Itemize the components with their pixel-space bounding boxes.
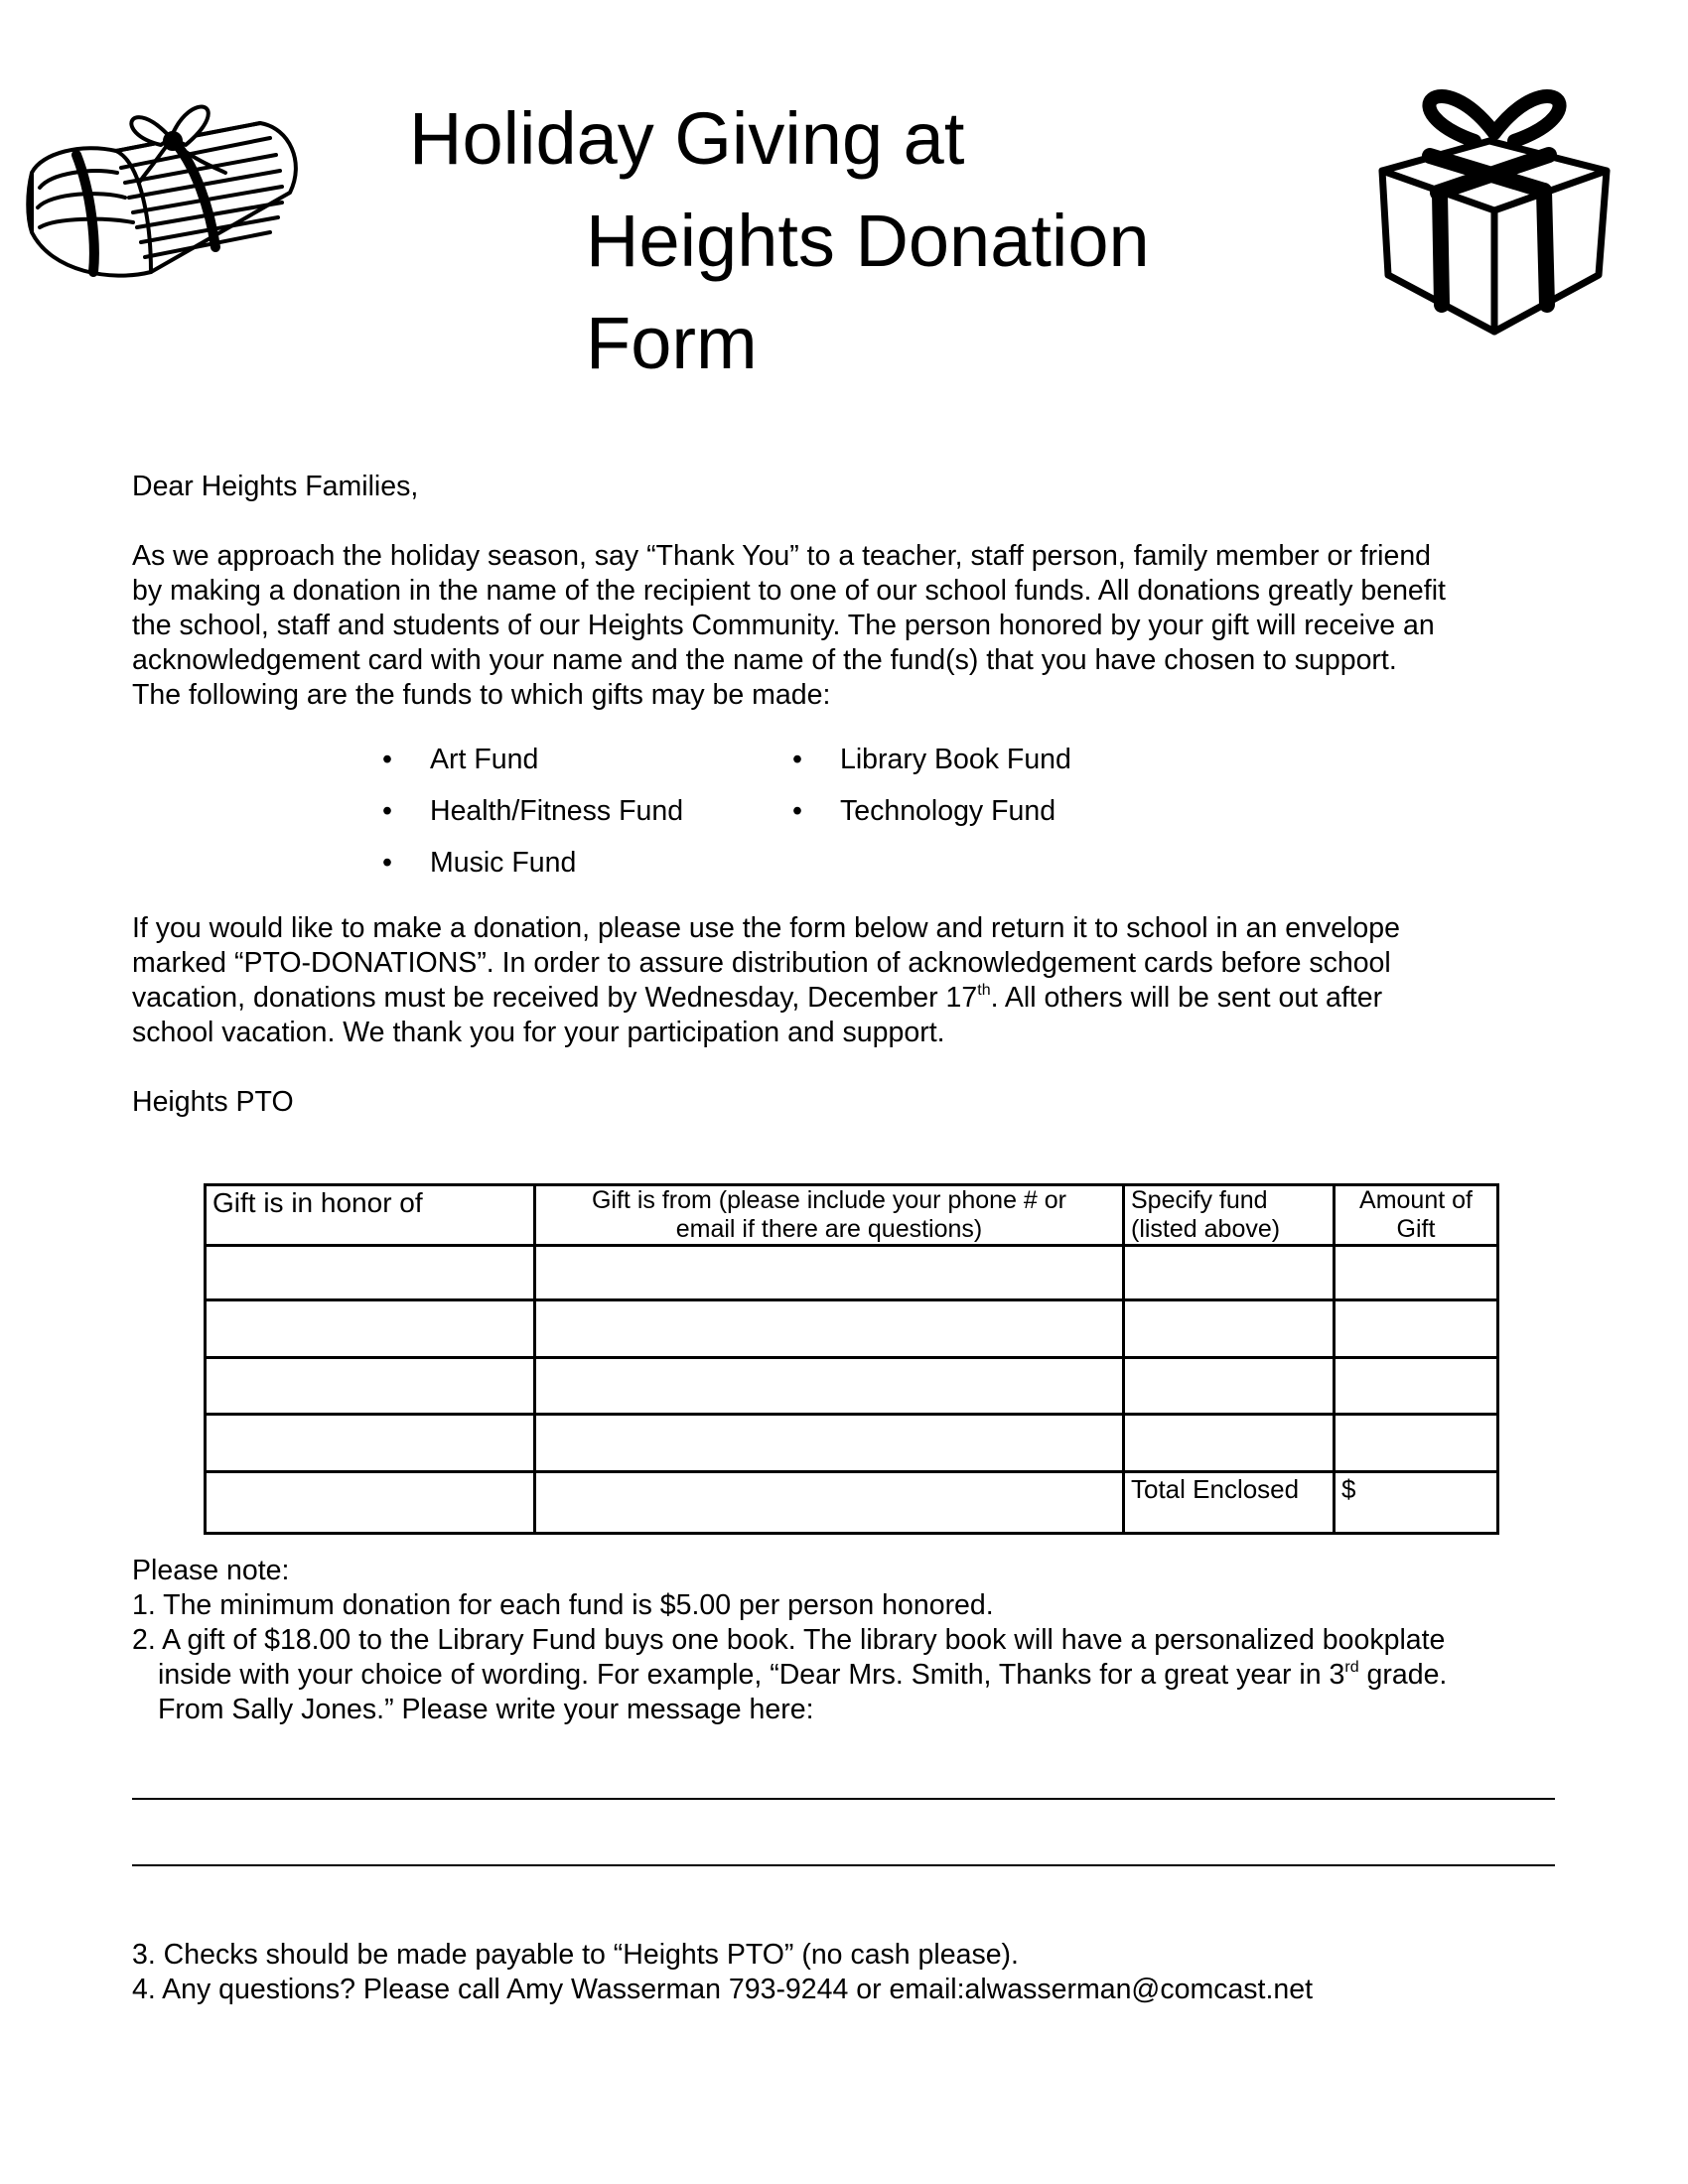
amount-input-cell[interactable] (1335, 1415, 1498, 1471)
header-honor: Gift is in honor of (206, 1185, 535, 1246)
title-line-2: Heights Donation (586, 200, 1150, 282)
header-fund: Specify fund (listed above) (1124, 1185, 1335, 1246)
table-row (206, 1357, 1498, 1414)
fund-input-cell[interactable] (1124, 1415, 1335, 1471)
donation-form-table (204, 1183, 1499, 1535)
instructions-paragraph: If you would like to make a donation, please use the form below and return it to school in an envelope marked “PTO-DONATIONS”. In order to assure distribution of acknowledgement cards before school vacation, donations must be received by Wednesday, December 17th. All others will be sent out after school vacation. We thank you for your participation and support. (132, 912, 1400, 1048)
from-input-cell[interactable] (535, 1415, 1124, 1471)
message-line[interactable] (132, 1864, 1555, 1866)
header-from: Gift is from (please include your phone # or email if there are questions) (535, 1185, 1124, 1246)
intro-paragraph (132, 539, 1562, 713)
fund-input-cell[interactable] (1124, 1300, 1335, 1357)
fund-input-cell[interactable] (1124, 1246, 1335, 1300)
gift-box-icon (1370, 71, 1618, 340)
amount-input-cell[interactable] (1335, 1246, 1498, 1300)
from-input-cell[interactable] (535, 1357, 1124, 1414)
notes-section: Please note: 1. The minimum donation for each fund is $5.00 per person honored. 2. A gift of $18.00 to the Library Fund buys one book. The library book will have a personalized bookplate inside with your choice of wording. For example, “Dear Mrs. Smith, Thanks for a great year in 3rd grade. From Sally Jones.” Please write your message here: (132, 1554, 1562, 1727)
table-header-row (206, 1185, 1498, 1246)
total-amount-input[interactable] (1335, 1471, 1498, 1533)
intro-line: The following are the funds to which gifts may be made: (132, 679, 831, 711)
signature: Heights PTO (132, 1086, 294, 1118)
fund-list-item: • Art Fund (382, 744, 539, 775)
from-input-cell[interactable] (535, 1300, 1124, 1357)
intro-line: As we approach the holiday season, say “Thank You” to a teacher, staff person, family member or friend (132, 540, 1432, 572)
table-row (206, 1246, 1498, 1300)
from-input-cell[interactable] (535, 1246, 1124, 1300)
amount-input-cell[interactable] (1335, 1357, 1498, 1414)
header-amount: Amount of Gift (1335, 1185, 1498, 1246)
fund-list-item: • Library Book Fund (792, 744, 1071, 775)
honor-input-cell[interactable] (206, 1357, 535, 1414)
note-item: 2. A gift of $18.00 to the Library Fund buys one book. The library book will have a personalized bookplate (132, 1624, 1446, 1656)
intro-line: the school, staff and students of our Heights Community. The person honored by your gift will receive an (132, 610, 1435, 641)
fund-input-cell[interactable] (1124, 1357, 1335, 1414)
intro-line: by making a donation in the name of the recipient to one of our school funds. All donations greatly benefit (132, 575, 1446, 607)
note-item: 1. The minimum donation for each fund is $5.00 per person honored. (132, 1589, 994, 1621)
note-item: 3. Checks should be made payable to “Heights PTO” (no cash please). (132, 1939, 1019, 1971)
wrapped-book-icon (22, 73, 310, 292)
closing-notes (132, 1938, 1562, 2007)
notes-heading: Please note: (132, 1555, 290, 1586)
title-line-1: Holiday Giving at (409, 97, 965, 180)
total-enclosed-label: Total Enclosed (1124, 1471, 1335, 1533)
honor-input-cell[interactable] (206, 1246, 535, 1300)
amount-input-cell[interactable] (1335, 1300, 1498, 1357)
honor-input-cell[interactable] (206, 1415, 535, 1471)
currency-symbol: $ (1341, 1473, 1356, 1504)
intro-line: acknowledgement card with your name and the name of the fund(s) that you have chosen to support. (132, 644, 1397, 676)
honor-input-cell[interactable] (206, 1300, 535, 1357)
note-item: 4. Any questions? Please call Amy Wasserman 793-9244 or email:alwasserman@comcast.net (132, 1974, 1314, 2005)
salutation: Dear Heights Families, (132, 471, 419, 502)
table-total-row (206, 1471, 1498, 1533)
table-row (206, 1300, 1498, 1357)
fund-list-item: • Technology Fund (792, 795, 1056, 827)
honor-input-cell[interactable] (206, 1471, 535, 1533)
fund-list-item: • Health/Fitness Fund (382, 795, 684, 827)
fund-list-item: • Music Fund (382, 847, 577, 879)
table-row (206, 1415, 1498, 1471)
message-line[interactable] (132, 1798, 1555, 1800)
title-line-3: Form (586, 302, 758, 384)
from-input-cell[interactable] (535, 1471, 1124, 1533)
